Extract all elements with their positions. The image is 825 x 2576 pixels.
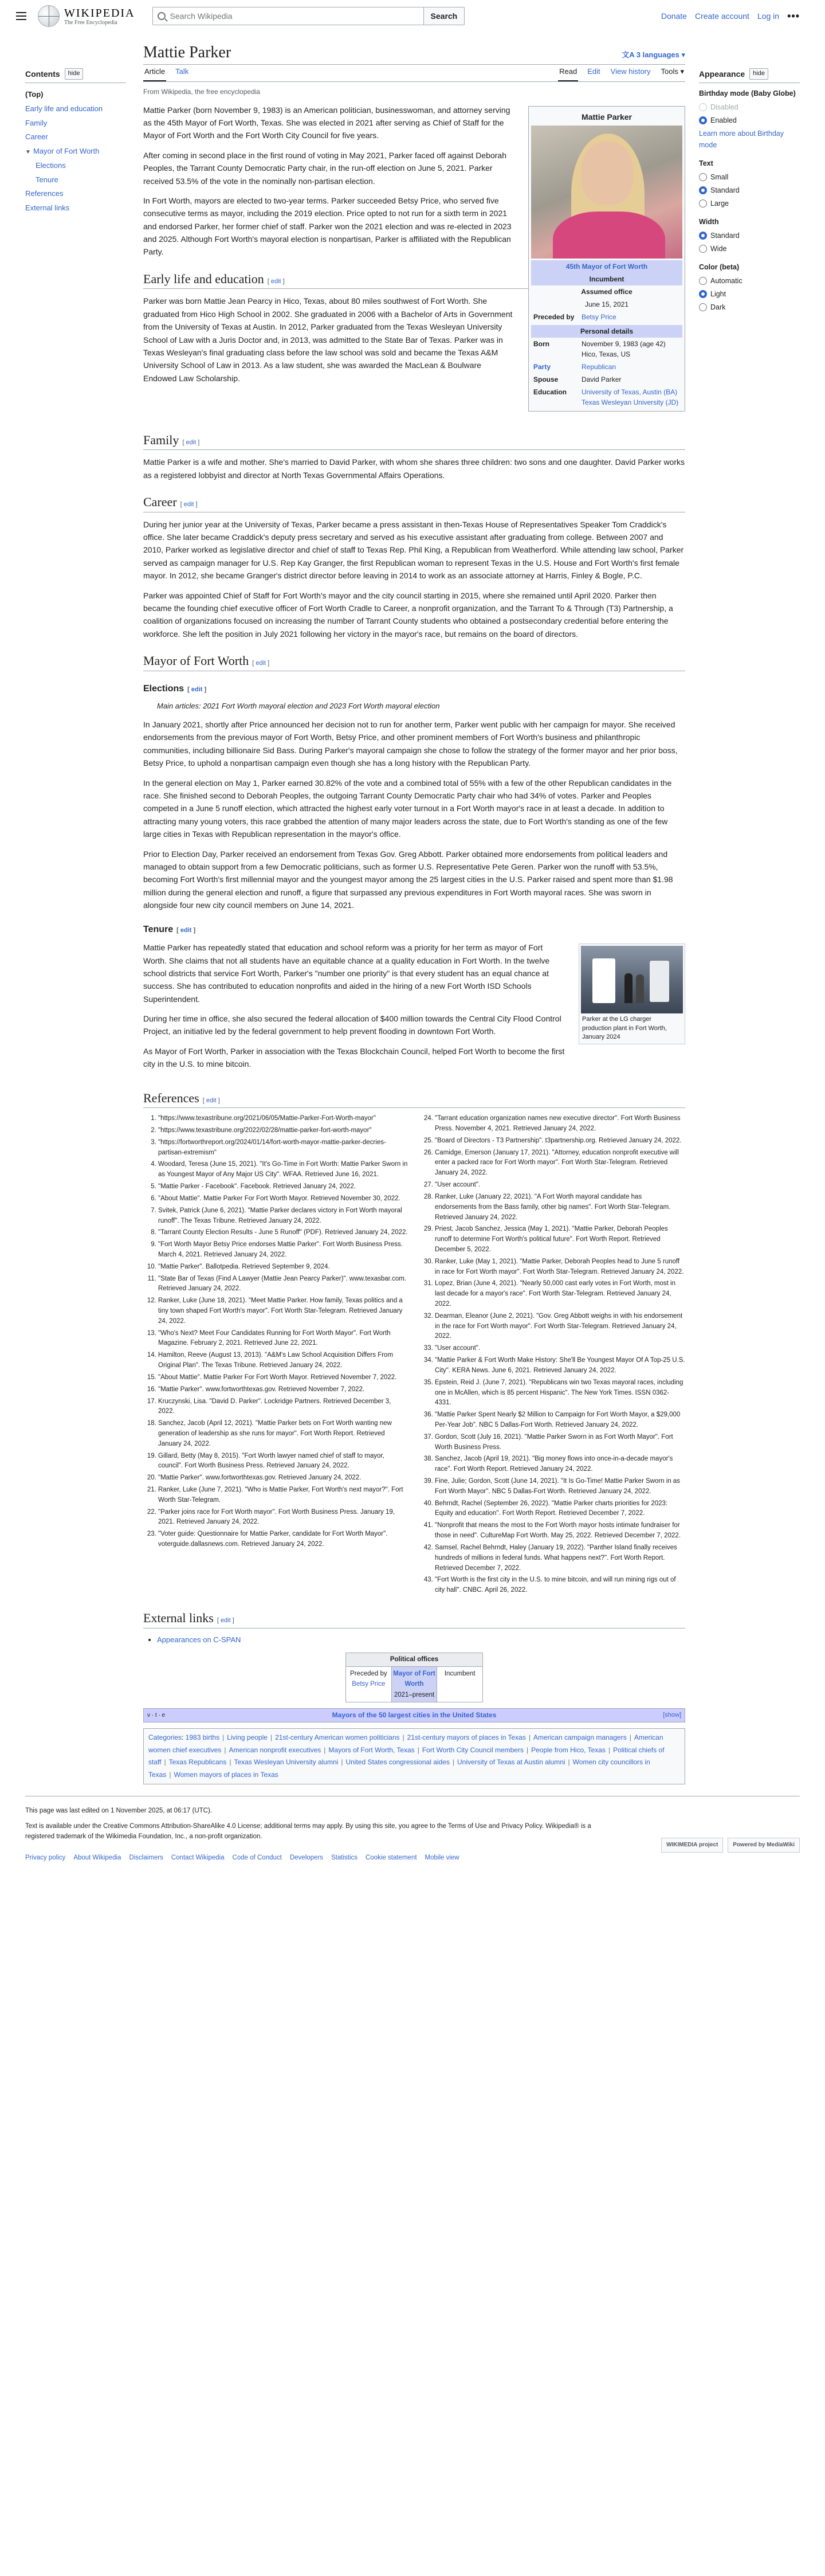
edit-section-link[interactable]: edit	[220, 1616, 231, 1624]
logo-wordmark: WIKIPEDIA	[64, 6, 135, 19]
last-edited-text: This page was last edited on 1 November 2025, at 06:17 (UTC).	[25, 1807, 213, 1815]
toc-item-elections[interactable]: Elections	[36, 160, 66, 170]
toc-hide-button[interactable]: hide	[65, 68, 84, 80]
toc-list	[25, 88, 126, 215]
appearance-header	[699, 68, 800, 83]
search-box	[152, 7, 424, 25]
elections-paragraph-1: In January 2021, shortly after Price announced her decision not to run for another term, Parker went public with her campaign for mayor. She received endorsements from the previous mayor of Fort Worth, Betsy Price, and other prominent members of Fort Worth's business and philanthropic communities, including billionaire Sid Bass. During Parker's mayoral campaign she chose to follow the strategy of the former mayor and her prior boss, Betsy Price, to uphold a nonpartisan campaign even though she has a long history with the Republican Party.	[143, 720, 678, 768]
elections-paragraph-3: Prior to Election Day, Parker received an endorsement from Texas Gov. Greg Abbott. Parker obtained more endorsements from political leaders and managed to obtain support from a few Democratic politicians, such as former U.S. Representative Pete Geren. Parker won the runoff with 53.5%, becoming Fort Worth's first millennial mayor and the youngest mayor among the 25 largest cities in the U.S. Parker raised and spent more than $1.98 million during the general election and runoff, a figure that surpassed any previous expenditures in Fort Worth mayoral races. She was sworn in alongside four new city council members on June 14, 2021.	[143, 849, 673, 910]
article-content	[143, 104, 685, 1785]
category-link[interactable]: Fort Worth City Council members	[422, 1745, 524, 1754]
color-group: Color (beta) Automatic Light Dark	[699, 261, 800, 313]
external-links-list	[143, 1634, 685, 1646]
language-button[interactable]: 文A 3 languages ▾	[622, 50, 685, 59]
elections-paragraph-2: In the general election on May 1, Parker earned 30.82% of the vote and a combined total of 55% with a few of the other Republican candidates in the race. She finished second to Deborah Peoples, the outgoing Tarrant County Democratic Party chair who had 34% of votes. Parker and Peoples competed in a June 5 runoff election, which attracted the highest early voter turnout in a Fort Worth mayor's race in at least a decade. In addition to attracting many young voters, this race grabbed the attention of many major leaders across the state, due to Fort Worth's standing as one of the few large cities in Texas with Republican representation in the mayor's office.	[143, 778, 672, 839]
toc-item-family[interactable]: Family	[25, 118, 48, 127]
lede-paragraph-1: Mattie Parker (born November 9, 1983) is an American politician, businesswoman, and attorney serving as the 45th Mayor of Fort Worth, Texas. She was elected in 2021 after serving as Chief of Staff for the Mayor of Fort Worth and the Fort Worth City Council for five years.	[143, 105, 510, 140]
infobox-row-born: Born November 9, 1983 (age 42) Hico, Texas, US	[533, 339, 666, 358]
login-link[interactable]: Log in	[757, 11, 780, 21]
reference-item[interactable]: 22. "Parker joins race for Fort Worth mayor". Fort Worth Business Press. January 19, 2021. Retrieved January 24, 2022.	[158, 1508, 408, 1528]
category-link[interactable]: American nonprofit executives	[229, 1745, 321, 1754]
references-list	[143, 1114, 685, 1598]
infobox-title: Mattie Parker	[582, 112, 632, 122]
birthday-mode-group: Birthday mode (Baby Globe) Disabled Enabled Learn more about Birthday mode	[699, 88, 800, 151]
globe-icon	[38, 5, 60, 27]
reference-item[interactable]: 4. Woodard, Teresa (June 15, 2021). "It's Go-Time in Fort Worth: Mattie Parker Sworn in as Youngest Mayor of Any Major US City". WFAA. Retrieved June 16, 2021.	[158, 1160, 408, 1180]
category-link[interactable]: Political chiefs of staff	[148, 1745, 665, 1767]
category-link[interactable]: United States congressional aides	[345, 1758, 450, 1767]
category-link[interactable]: American campaign managers	[533, 1733, 627, 1742]
article-main	[126, 32, 699, 1796]
category-link[interactable]: Texas Republicans	[168, 1758, 227, 1767]
portrait-photo[interactable]	[531, 126, 682, 259]
reference-item[interactable]: 1. "https://www.texastribune.org/2021/06/05/Mattie-Parker-Fort-Worth-mayor"	[158, 1114, 408, 1124]
succession-previous: Preceded by Betsy Price	[346, 1667, 392, 1702]
family-paragraph: Mattie Parker is a wife and mother. She's married to David Parker, with whom she shares three children: two sons and one daughter. David Parker works as a registered lobbyist and director at North Texas Governmental Affairs Operations.	[143, 457, 685, 480]
footer-link[interactable]: Contact Wikipedia	[171, 1854, 225, 1861]
width-group: Width Standard Wide	[699, 216, 800, 255]
tab-article[interactable]: Article	[143, 66, 166, 82]
navbox-mayors	[143, 1708, 685, 1722]
wikimedia-badge[interactable]: WIKIMEDIA project	[661, 1838, 723, 1853]
toc-item-tenure[interactable]: Tenure	[36, 175, 58, 184]
search-form	[152, 7, 465, 25]
footer-links	[25, 1853, 800, 1863]
reference-item[interactable]: 29. Priest, Jacob Sanchez, Jessica (May 1, 2021). "Mattie Parker, Deborah Peoples runoff to determine Fort Worth's political future". Fort Worth Report. Retrieved December 5, 2022.	[435, 1224, 685, 1255]
infobox-row-party: Party Republican	[533, 362, 616, 371]
external-link-item[interactable]: • Appearances on C-SPAN	[157, 1634, 685, 1646]
reference-item[interactable]: 33. "User account".	[435, 1344, 685, 1354]
category-link[interactable]: Women mayors of places in Texas	[174, 1770, 278, 1779]
references-column-1	[143, 1114, 408, 1598]
infobox-office[interactable]: 45th Mayor of Fort Worth	[531, 260, 682, 273]
heading-career: Career [ edit ]	[143, 494, 685, 512]
references-column-2	[420, 1114, 685, 1598]
heading-mayor: Mayor of Fort Worth [ edit ]	[143, 653, 685, 671]
category-link[interactable]: Mayors of Fort Worth, Texas	[328, 1745, 415, 1754]
radio-birthday-enabled[interactable]: Enabled	[699, 115, 800, 126]
infobox-personal-header: Personal details	[531, 325, 682, 338]
toc-item-career[interactable]: Career	[25, 132, 48, 142]
tenure-paragraph-2: During her time in office, she also secured the federal allocation of $400 million towards the Central City Flood Control Project, an initiative led by the federal government to help prevent flooding in downtown Fort Worth.	[143, 1014, 561, 1036]
radio-color-automatic[interactable]: Automatic	[699, 275, 800, 287]
reference-item[interactable]: 19. Gillard, Betty (May 8, 2015). "Fort Worth lawyer named chief of staff to mayor, council". Fort Worth Business Press. Retrieved January 24, 2022.	[158, 1451, 408, 1472]
user-links	[661, 8, 800, 25]
edit-section-link[interactable]: edit	[180, 926, 192, 934]
succession-box	[345, 1653, 483, 1702]
more-options-icon[interactable]: •••	[787, 10, 800, 22]
tenure-paragraph-3: As Mayor of Fort Worth, Parker in association with the Texas Blockchain Council, helped Fort Worth to become the first city in the U.S. to mine bitcoin.	[143, 1046, 565, 1069]
reference-item[interactable]: 3. "https://fortworthreport.org/2024/01/14/fort-worth-mayor-mattie-parker-decries-partisan-extremism"	[158, 1138, 408, 1158]
career-paragraph-2: Parker was appointed Chief of Staff for Fort Worth's mayor and the city council starting in 2015, where she remained until April 2020. Parker then became the founding chief executive officer of Fort Worth Cradle to Career, a nonprofit organization, and the Tarrant To & Through (T3) Partnership, a coalition of organizations focused on increasing the number of Tarrant County students who obtained a postsecondary credential before entering the workforce. She left the position in July 2021 following her victory in the mayor's race, but remains on the board of directors.	[143, 590, 673, 639]
tab-read[interactable]: Read	[558, 66, 578, 82]
radio-color-dark[interactable]: Dark	[699, 302, 800, 313]
toc-item-references[interactable]: References	[25, 189, 64, 198]
infobox-assumed-date: June 15, 2021	[584, 300, 629, 308]
footer-link[interactable]: Developers	[289, 1854, 324, 1861]
categories-label[interactable]: Categories	[148, 1733, 182, 1742]
hatnote-main-articles[interactable]: Main articles: 2021 Fort Worth mayoral election and 2023 Fort Worth mayoral election	[157, 702, 440, 711]
heading-elections: Elections [ edit ]	[143, 683, 207, 694]
reference-item[interactable]: 16. "Mattie Parker". www.fortworthtexas.gov. Retrieved November 7, 2022.	[158, 1385, 408, 1395]
heading-external-links: External links [ edit ]	[143, 1610, 685, 1628]
reference-item[interactable]: 6. "About Mattie". Mattie Parker For Fort Worth Mayor. Retrieved November 30, 2022.	[158, 1194, 408, 1204]
radio-width-wide[interactable]: Wide	[699, 243, 800, 255]
category-link[interactable]: University of Texas at Austin alumni	[457, 1758, 565, 1767]
site-subtitle: From Wikipedia, the free encyclopedia	[143, 88, 261, 96]
page-tabs	[143, 65, 685, 82]
radio-color-light[interactable]: Light	[699, 288, 800, 300]
toc-item-top[interactable]: (Top)	[25, 90, 44, 99]
reference-item[interactable]: 24. "Tarrant education organization names new executive director". Fort Worth Business Press. November 4, 2021. Retrieved January 24, 2022.	[435, 1114, 685, 1134]
footer-link[interactable]: Code of Conduct	[232, 1854, 282, 1861]
create-account-link[interactable]: Create account	[694, 11, 749, 21]
wikipedia-logo[interactable]	[38, 5, 135, 27]
mediawiki-badge[interactable]: Powered by MediaWiki	[728, 1838, 800, 1853]
text-size-group: Text Small Standard Large	[699, 158, 800, 209]
reference-item[interactable]: 12. Ranker, Luke (June 18, 2021). "Meet Mattie Parker. How family, Texas politics and a tiny town shaped Fort Worth's mayor". Fort Worth Star-Telegram. Retrieved January 24, 2022.	[158, 1296, 408, 1326]
category-link[interactable]: People from Hico, Texas	[531, 1745, 606, 1754]
search-icon	[158, 12, 166, 20]
reference-item[interactable]: 41. "Nonprofit that means the most to the Fort Worth mayor hosts intimate fundraiser for those in need". CultureMap Fort Worth. May 25, 2022. Retrieved December 7, 2022.	[435, 1521, 685, 1541]
reference-item[interactable]: 34. "Mattie Parker & Fort Worth Make History: She'll Be Youngest Mayor Of A Top-25 U.S. City". KERA News. June 6, 2021. Retrieved January 24, 2022.	[435, 1356, 685, 1376]
thumbnail-caption: Parker at the LG charger production plant in Fort Worth, January 2024	[582, 1016, 667, 1040]
reference-item[interactable]: 36. "Mattie Parker Spent Nearly $2 Million to Campaign for Fort Worth Mayor, a $29,000 Per-Year Job". NBC 5 Dallas-Fort Worth. Retrieved January 24, 2022.	[435, 1410, 685, 1431]
reference-item[interactable]: 38. Sanchez, Jacob (April 19, 2021). "Big money flows into once-in-a-decade mayor's race". Fort Worth Report. Retrieved January 24, 2022.	[435, 1454, 685, 1475]
reference-item[interactable]: 15. "About Mattie". Mattie Parker For Fort Worth Mayor. Retrieved November 7, 2022.	[158, 1373, 408, 1383]
tab-talk[interactable]: Talk	[175, 66, 189, 76]
category-link[interactable]: 21st-century American women politicians	[275, 1733, 400, 1742]
succession-current: Mayor of Fort Worth 2021–present	[392, 1667, 438, 1702]
reference-item[interactable]: 31. Lopez, Brian (June 4, 2021). "Nearly 50,000 cast early votes in Fort Worth, most in last decade for a mayor's race". Fort Worth Star-Telegram. Retrieved January 24, 2022.	[435, 1279, 685, 1309]
license-text: Text is available under the Creative Commons Attribution-ShareAlike 4.0 License; additional terms may apply. By using this site, you agree to the Terms of Use and Privacy Policy. Wikipedia® is a registered trademark of the Wikimedia Foundation, Inc., a non-profit organization.	[25, 1822, 591, 1841]
category-link[interactable]: 21st-century mayors of places in Texas	[407, 1733, 526, 1742]
navbox-title[interactable]: Mayors of the 50 largest cities in the United States	[332, 1710, 497, 1719]
lede-paragraph-3: In Fort Worth, mayors are elected to two-year terms. Parker succeeded Betsy Price, who served five consecutive terms as mayor, including the 2019 election. Price opted to not run for a sixth term in 2021 and endorsed Parker, her former chief of staff. Parker won the 2021 election and was re-elected in 2023 and 2025. Although Fort Worth's mayoral election is nonpartisan, Parker is affiliated with the Republican Party.	[143, 195, 512, 257]
radio-text-large[interactable]: Large	[699, 198, 800, 209]
reference-item[interactable]: 25. "Board of Directors - T3 Partnership". t3partnership.org. Retrieved January 24, 2022.	[435, 1136, 685, 1146]
radio-text-small[interactable]: Small	[699, 171, 800, 183]
radio-birthday-disabled[interactable]: Disabled	[699, 101, 800, 113]
reference-item[interactable]: 7. Svitek, Patrick (June 6, 2021). "Mattie Parker declares victory in Fort Worth mayoral runoff". The Texas Tribune. Retrieved January 24, 2022.	[158, 1206, 408, 1227]
edit-section-link[interactable]: edit	[186, 439, 197, 446]
category-links: Categories: 1983 births | Living people | 21st-century American women politicians | 21st-century mayors of places in Texas | American campaign managers | American women chief executives | American nonprofit executives | Mayors of Fort Worth, Texas | Fort Worth City Council members | People from Hico, Texas | Political chiefs of staff | Texas Republicans | Texas Wesleyan University alumni | United States congressional aides | University of Texas at Austin alumni | Women city councillors in Texas | Women mayors of places in Texas	[143, 1728, 685, 1784]
reference-item[interactable]: 26. Camidge, Emerson (January 17, 2021). "Attorney, education nonprofit executive will enter a packed race for Fort Worth mayor". Fort Worth Star-Telegram. Retrieved January 24, 2022.	[435, 1148, 685, 1179]
reference-item[interactable]: 17. Kruczynski, Lisa. "David D. Parker". Lockridge Partners. Retrieved December 3, 2022.	[158, 1397, 408, 1418]
table-of-contents	[25, 32, 126, 1796]
page-title: Mattie Parker	[143, 44, 231, 61]
reference-item[interactable]: 23. "Voter guide: Questionnaire for Mattie Parker, candidate for Fort Worth Mayor". voterguide.dallasnews.com. Retrieved January 24, 2022.	[158, 1529, 408, 1550]
infobox-row-spouse: Spouse David Parker	[533, 375, 622, 383]
thumbnail-image[interactable]	[581, 946, 683, 1013]
search-button[interactable]: Search	[424, 7, 465, 25]
preceded-by-link[interactable]: Betsy Price	[582, 312, 616, 321]
infobox	[528, 106, 685, 412]
tab-edit[interactable]: Edit	[587, 66, 600, 76]
reference-item[interactable]: 11. "State Bar of Texas (Find A Lawyer (Mattie Jean Pearcy Parker)". www.texasbar.com. Retrieved January 24, 2022.	[158, 1274, 408, 1295]
tenure-paragraph-1: Mattie Parker has repeatedly stated that education and school reform was a priority for her term as mayor of Fort Worth. She claims that not all students have an equitable chance at a quality education in Fort Worth. In the twelve school districts that service Fort Worth, Parker's "number one priority" is that every student has an equal chance at success. She has contributed to education nonprofits and aided in the hiring of a new Fort Worth ISD Schools Superintendent.	[143, 943, 550, 1004]
heading-tenure: Tenure [ edit ]	[143, 924, 196, 934]
succession-next: Incumbent	[444, 1670, 476, 1677]
category-link[interactable]: American women chief executives	[148, 1733, 663, 1754]
edit-section-link[interactable]: edit	[206, 1097, 217, 1104]
appearance-panel	[699, 32, 800, 1796]
page-body	[0, 32, 825, 1796]
reference-item[interactable]: 5. "Mattie Parker - Facebook". Facebook. Retrieved January 24, 2022.	[158, 1182, 408, 1192]
donate-link[interactable]: Donate	[661, 11, 687, 21]
reference-item[interactable]: 8. "Tarrant County Election Results - June 5 Runoff" (PDF). Retrieved January 24, 2022.	[158, 1228, 408, 1238]
reference-item[interactable]: 10. "Mattie Parker". Ballotpedia. Retrieved September 9, 2024.	[158, 1262, 408, 1273]
infobox-row-education: Education University of Texas, Austin (BA) Texas Wesleyan University (JD)	[533, 387, 679, 406]
reference-item[interactable]: 9. "Fort Worth Mayor Betsy Price endorses Mattie Parker". Fort Worth Business Press. March 4, 2021. Retrieved January 24, 2022.	[158, 1240, 408, 1260]
infobox-preceded: Preceded by Betsy Price	[531, 311, 682, 323]
reference-item[interactable]: 40. Behrndt, Rachel (September 26, 2022). "Mattie Parker charts priorities for 2023: Equity and education". Fort Worth Report. Retrieved December 7, 2022.	[435, 1499, 685, 1520]
radio-text-standard[interactable]: Standard	[699, 185, 800, 196]
footer-link[interactable]: About Wikipedia	[73, 1854, 121, 1861]
thumbnail-figure	[579, 944, 685, 1044]
heading-family: Family [ edit ]	[143, 432, 685, 451]
reference-item[interactable]: 27. "User account".	[435, 1180, 685, 1191]
tab-tools[interactable]: Tools ▾	[661, 66, 684, 76]
footer-badges	[661, 1838, 800, 1853]
toc-item-early-life[interactable]: Early life and education	[25, 104, 103, 113]
toc-title: Contents	[25, 69, 60, 79]
reference-item[interactable]: 35. Epstein, Reid J. (June 7, 2021). "Republicans win two Texas mayoral races, including one in McAllen, which is 85 percent Hispanic". The New York Times. ISSN 0362-4331.	[435, 1378, 685, 1408]
edit-section-link[interactable]: edit	[270, 277, 281, 285]
edit-section-link[interactable]: edit	[256, 660, 266, 667]
reference-item[interactable]: 32. Dearman, Eleanor (June 2, 2021). "Gov. Greg Abbott weighs in with his endorsement in the race for Fort Worth mayor". Fort Worth Star-Telegram. Retrieved January 24, 2022.	[435, 1312, 685, 1342]
toc-item-external-links[interactable]: External links	[25, 203, 70, 212]
title-row	[143, 32, 685, 65]
career-paragraph-1: During her junior year at the University of Texas, Parker became a press assistant in then-Texas House of Representatives Speaker Tom Craddick's office. She later became Craddick's deputy press secretary and served as his executive assistant after graduating from college. Between 2007 and 2010, Parker worked as legislative director and chief of staff to Texas Rep. Phil King, a Republican from Weatherford. While attending law school, Parker served as campaign manager for U.S. Rep Kay Granger, the first Republican woman to represent Texas in the U.S. House and Fort Worth's first female mayor. In 2012, she became Granger's district director before leaving in 2014 to work as an associate attorney at Harris, Finley & Bogle, P.C.	[143, 519, 684, 581]
reference-item[interactable]: 2. "https://www.texastribune.org/2022/02/28/mattie-parker-fort-worth-mayor"	[158, 1126, 408, 1136]
category-link[interactable]: 1983 births	[185, 1733, 220, 1742]
site-header	[0, 0, 825, 32]
logo-tagline: The Free Encyclopedia	[64, 19, 117, 26]
reference-item[interactable]: 18. Sanchez, Jacob (April 12, 2021). "Mattie Parker bets on Fort Worth wanting new generation of leadership as she runs for mayor". Fort Worth Report. Retrieved January 24, 2022.	[158, 1419, 408, 1449]
birthday-learn-more-link[interactable]: Learn more about Birthday mode	[699, 130, 784, 150]
infobox-assumed-label: Assumed office	[581, 287, 632, 296]
reference-item[interactable]: 39. Fine, Julie; Gordon, Scott (June 14, 2021). "It Is Go-Time! Mattie Parker Sworn in as Fort Worth Mayor". NBC 5 Dallas-Fort Worth. Retrieved January 24, 2022.	[435, 1477, 685, 1497]
reference-item[interactable]: 43. "Fort Worth is the first city in the U.S. to mine bitcoin, and will run mining rigs out of city hall". CNBC. April 26, 2022.	[435, 1575, 685, 1596]
category-link[interactable]: Texas Wesleyan University alumni	[234, 1758, 339, 1767]
reference-item[interactable]: 21. Ranker, Luke (June 7, 2021). "Who is Mattie Parker, Fort Worth's next mayor?". Fort Worth Star-Telegram.	[158, 1485, 408, 1506]
tab-view-history[interactable]: View history	[610, 66, 651, 76]
heading-early-life: Early life and education [ edit ]	[143, 271, 685, 289]
reference-item[interactable]: 20. "Mattie Parker". www.fortworthtexas.gov. Retrieved January 24, 2022.	[158, 1473, 408, 1483]
edit-section-link[interactable]: edit	[183, 500, 194, 508]
heading-references: References [ edit ]	[143, 1090, 685, 1109]
footer-link[interactable]: Privacy policy	[25, 1854, 66, 1861]
toc-item-mayor[interactable]: ▼ Mayor of Fort Worth	[25, 144, 126, 159]
infobox-status: Incumbent	[531, 273, 682, 285]
category-link[interactable]: Women city councillors in Texas	[148, 1758, 650, 1779]
succession-header: Political offices	[346, 1653, 482, 1666]
reference-item[interactable]: 28. Ranker, Luke (January 22, 2021). "A Fort Worth mayoral candidate has endorsements from the Bass family, other big names". Fort Worth Star-Telegram. Retrieved January 24, 2022.	[435, 1192, 685, 1223]
reference-item[interactable]: 14. Hamilton, Reeve (August 13, 2013). "A&M's Law School Acquisition Differs From Original Plan". The Texas Tribune. Retrieved January 24, 2022.	[158, 1350, 408, 1371]
page-footer	[25, 1796, 800, 1893]
footer-link[interactable]: Cookie statement	[366, 1854, 417, 1861]
reference-item[interactable]: 37. Gordon, Scott (July 16, 2021). "Mattie Parker Sworn in as Fort Worth Mayor". Fort Worth Business Press.	[435, 1432, 685, 1453]
footer-link[interactable]: Mobile view	[425, 1854, 459, 1861]
category-link[interactable]: Living people	[227, 1733, 268, 1742]
footer-link[interactable]: Disclaimers	[129, 1854, 163, 1861]
navbox-vte-links[interactable]: v · t · e	[147, 1712, 166, 1718]
navbox-show-toggle[interactable]: [show]	[663, 1711, 681, 1718]
edit-section-link[interactable]: edit	[191, 686, 203, 693]
toc-header	[25, 68, 126, 83]
footer-link[interactable]: Statistics	[331, 1854, 358, 1861]
reference-item[interactable]: 30. Ranker, Luke (May 1, 2021). "Mattie Parker, Deborah Peoples head to June 5 runoff in race for Fort Worth mayor". Fort Worth Star-Telegram. Retrieved January 24, 2022.	[435, 1257, 685, 1278]
radio-width-standard[interactable]: Standard	[699, 230, 800, 241]
main-menu-icon[interactable]	[13, 7, 30, 25]
appearance-hide-button[interactable]: hide	[749, 68, 768, 80]
search-input[interactable]	[169, 11, 423, 21]
reference-item[interactable]: 13. "Who's Next? Meet Four Candidates Running for Fort Worth Mayor". Fort Worth Magazine. February 2, 2021. Retrieved June 22, 2021.	[158, 1329, 408, 1349]
chevron-down-icon[interactable]: ▼	[25, 149, 31, 156]
reference-item[interactable]: 42. Samsel, Rachel Behrndt, Haley (January 19, 2022). "Panther Island finally receives hundreds of millions in federal funds. What happens next?". Fort Worth Report. Retrieved December 7, 2022.	[435, 1543, 685, 1573]
early-life-paragraph: Parker was born Mattie Jean Pearcy in Hico, Texas, about 80 miles southwest of Fort Worth. She graduated from Hico High School in 2002. She graduated in 2006 with a Bachelor of Arts in Government from the University of Texas at Austin. In 2012, Parker graduated from the Texas Wesleyan University School of Law with a Juris Doctor and, in 2013, was admitted to the State Bar of Texas. Parker was in Texas Wesleyan's final graduating class before the law school was sold and became the Texas A&M University School of Law in 2013. As a law student, she was awarded the MacLean & Boulware Endowed Law Scholarship.	[143, 296, 513, 383]
lede-paragraph-2: After coming in second place in the first round of voting in May 2021, Parker faced off against Deborah Peoples, the Tarrant County Democratic Party chair, in the run-off election on June 5, 2021. Parker received 53.5% of the vote in the nominally non-partisan election.	[143, 150, 506, 186]
appearance-title: Appearance	[699, 69, 745, 79]
